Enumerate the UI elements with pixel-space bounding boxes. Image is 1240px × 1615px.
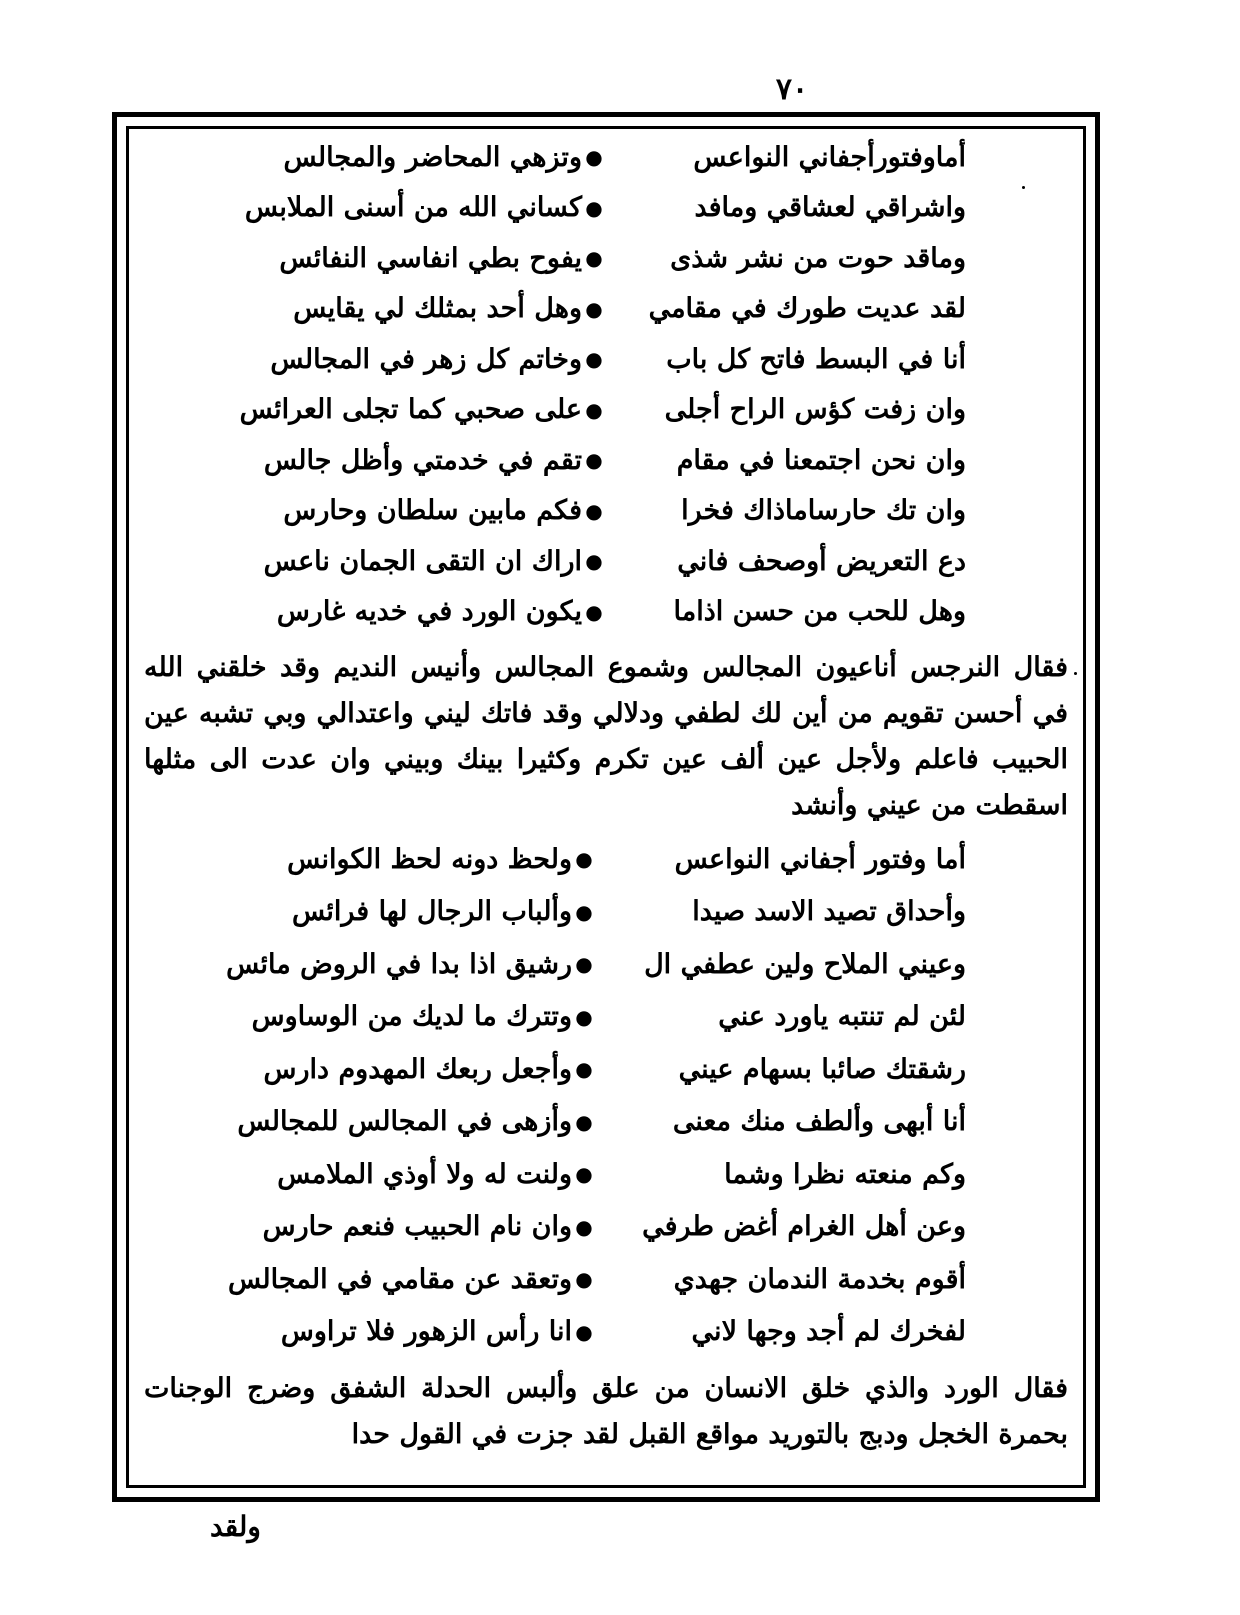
verse-separator-dot: ● bbox=[585, 397, 603, 422]
first-hemistich: وأحداق تصيد الاسد صيدا bbox=[692, 896, 966, 928]
second-hemistich: تقم في خدمتي وأظل جالس bbox=[263, 444, 582, 476]
verse-line bbox=[136, 991, 966, 1044]
verse-separator-dot: ● bbox=[575, 1109, 593, 1134]
first-hemistich: أقوم بخدمة الندمان جهدي bbox=[673, 1263, 966, 1295]
scan-speck bbox=[1022, 186, 1025, 189]
second-hemistich: وتزهي المحاضر والمجالس bbox=[283, 141, 582, 173]
second-hemistich: ولحظ دونه لحظ الكوانس bbox=[287, 843, 572, 875]
first-hemistich: أما وفتور أجفاني النواعس bbox=[674, 843, 966, 875]
second-hemistich: وهل أحد بمثلك لي يقايس bbox=[293, 293, 582, 325]
first-hemistich: دع التعريض أوصحف فاني bbox=[677, 545, 966, 577]
second-hemistich: ولنت له ولا أوذي الملامس bbox=[277, 1158, 572, 1190]
verse-separator-dot: ● bbox=[585, 296, 603, 321]
first-hemistich: لقد عديت طورك في مقامي bbox=[648, 293, 966, 325]
poem-1 bbox=[136, 132, 1076, 637]
verse-line bbox=[136, 233, 966, 284]
second-hemistich: اراك ان التقى الجمان ناعس bbox=[263, 545, 582, 577]
second-hemistich: وخاتم كل زهر في المجالس bbox=[270, 343, 582, 375]
verse-line bbox=[136, 132, 966, 183]
first-hemistich: واشراقي لعشاقي ومافد bbox=[694, 192, 966, 224]
second-hemistich: رشيق اذا بدا في الروض مائس bbox=[226, 948, 572, 980]
verse-separator-dot: ● bbox=[575, 1162, 593, 1187]
second-hemistich: انا رأس الزهور فلا تراوس bbox=[280, 1316, 572, 1348]
poem-2 bbox=[136, 833, 1076, 1358]
prose-paragraph-rose: فقال الورد والذي خلق الانسان من علق وألبس الحدلة الشفق وضرج الوجنات بحمرة الخجل ودبج بالتوريد مواقع القبل لقد جزت في القول حدا bbox=[144, 1373, 1068, 1450]
first-hemistich: أنا أبهى وألطف منك معنى bbox=[672, 1106, 966, 1138]
verse-separator-dot: ● bbox=[585, 195, 603, 220]
verse-line bbox=[136, 938, 966, 991]
verse-separator-dot: ● bbox=[575, 847, 593, 872]
first-hemistich: وكم منعته نظرا وشما bbox=[724, 1158, 966, 1190]
verse-line bbox=[136, 1043, 966, 1096]
verse-line bbox=[136, 833, 966, 886]
verse-separator-dot: ● bbox=[575, 952, 593, 977]
first-hemistich: لئن لم تنتبه ياورد عني bbox=[718, 1001, 966, 1033]
first-hemistich: أنا في البسط فاتح كل باب bbox=[666, 343, 966, 375]
prose-paragraph-narcissus: فقال النرجس أناعيون المجالس وشموع المجالس وأنيس النديم وقد خلقني الله في أحسن تقويم من أين لك لطفي ودلالي وقد فاتك ليني واعتدالي وبي تشبه عين الحبيب فاعلم ولأجل عين ألف عين تكرم وكثيرا بينك وبيني وان عدت الى مثلها اسقطت من عيني وأنشد bbox=[144, 652, 1068, 821]
second-hemistich: يفوح بطي انفاسي النفائس bbox=[279, 242, 582, 274]
verse-line bbox=[136, 1148, 966, 1201]
verse-separator-dot: ● bbox=[575, 1214, 593, 1239]
second-hemistich: وأجعل ربعك المهدوم دارس bbox=[263, 1053, 572, 1085]
first-hemistich: رشقتك صائبا بسهام عيني bbox=[678, 1053, 966, 1085]
verse-separator-dot: ● bbox=[585, 246, 603, 271]
verse-separator-dot: ● bbox=[585, 145, 603, 170]
verse-line bbox=[136, 536, 966, 587]
verse-separator-dot: ● bbox=[585, 347, 603, 372]
verse-line bbox=[136, 183, 966, 234]
page-number: ٧٠ bbox=[775, 72, 809, 107]
second-hemistich: وان نام الحبيب فنعم حارس bbox=[262, 1211, 572, 1243]
verse-separator-dot: ● bbox=[575, 1057, 593, 1082]
first-hemistich: وماقد حوت من نشر شذى bbox=[670, 242, 966, 274]
second-hemistich: يكون الورد في خديه غارس bbox=[276, 596, 582, 628]
verse-separator-dot: ● bbox=[575, 1267, 593, 1292]
verse-separator-dot: ● bbox=[585, 599, 603, 624]
first-hemistich: وهل للحب من حسن اذاما bbox=[673, 596, 966, 628]
second-hemistich: وألباب الرجال لها فرائس bbox=[291, 896, 572, 928]
verse-line bbox=[136, 334, 966, 385]
second-hemistich: وتعقد عن مقامي في المجالس bbox=[227, 1263, 572, 1295]
catchword: ولقد bbox=[210, 1510, 261, 1543]
verse-separator-dot: ● bbox=[585, 498, 603, 523]
verse-line bbox=[136, 1253, 966, 1306]
page-text-area bbox=[136, 132, 1076, 1482]
second-hemistich: وأزهى في المجالس للمجالس bbox=[237, 1106, 572, 1138]
verse-line bbox=[136, 587, 966, 638]
verse-line bbox=[136, 886, 966, 939]
second-hemistich: فكم مابين سلطان وحارس bbox=[283, 495, 582, 527]
second-hemistich: وتترك ما لديك من الوساوس bbox=[251, 1001, 572, 1033]
verse-separator-dot: ● bbox=[585, 448, 603, 473]
first-hemistich: وعن أهل الغرام أغض طرفي bbox=[642, 1211, 966, 1243]
first-hemistich: وان نحن اجتمعنا في مقام bbox=[676, 444, 966, 476]
second-hemistich: كساني الله من أسنى الملابس bbox=[244, 192, 582, 224]
verse-separator-dot: ● bbox=[575, 1004, 593, 1029]
first-hemistich: أماوفتورأجفاني النواعس bbox=[693, 141, 966, 173]
first-hemistich: وعيني الملاح ولين عطفي ال bbox=[644, 948, 966, 980]
verse-line bbox=[136, 435, 966, 486]
verse-separator-dot: ● bbox=[585, 549, 603, 574]
second-hemistich: على صحبي كما تجلى العرائس bbox=[239, 394, 582, 426]
first-hemistich: وان تك حارساماذاك فخرا bbox=[681, 495, 966, 527]
verse-line bbox=[136, 1306, 966, 1359]
verse-line bbox=[136, 486, 966, 537]
first-hemistich: لفخرك لم أجد وجها لاني bbox=[691, 1316, 966, 1348]
verse-line bbox=[136, 1201, 966, 1254]
verse-line bbox=[136, 385, 966, 436]
scan-speck bbox=[1074, 672, 1077, 675]
verse-separator-dot: ● bbox=[575, 899, 593, 924]
verse-separator-dot: ● bbox=[575, 1319, 593, 1344]
first-hemistich: وان زفت كؤس الراح أجلى bbox=[664, 394, 966, 426]
verse-line bbox=[136, 284, 966, 335]
verse-line bbox=[136, 1096, 966, 1149]
